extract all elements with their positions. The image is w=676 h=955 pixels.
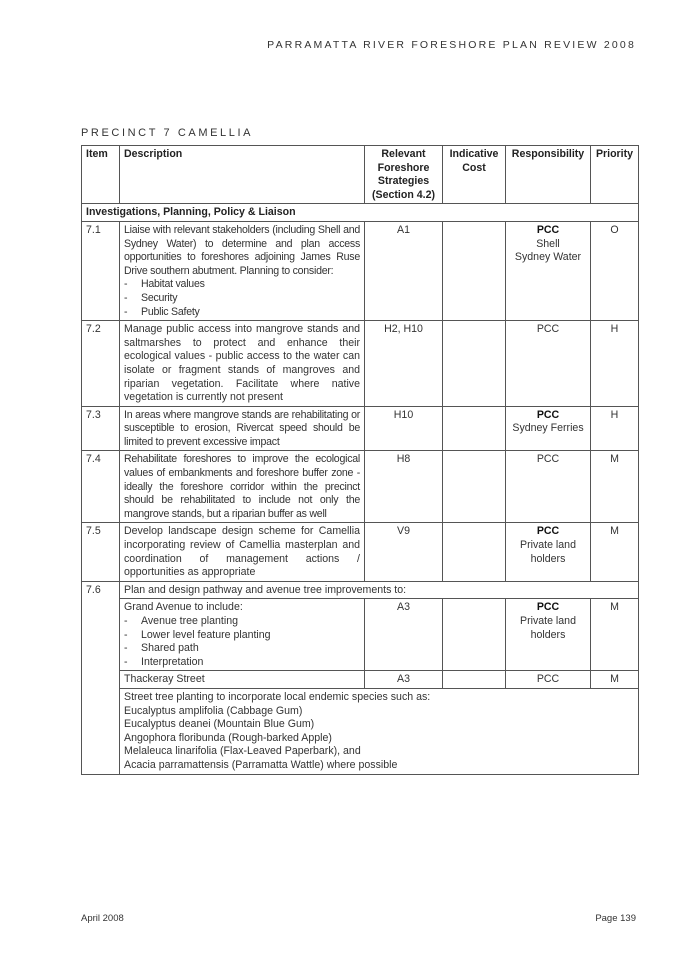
improvement-list (124, 615, 360, 669)
responsibility-partner: Shell (536, 237, 560, 250)
column-header-description: Description (120, 146, 365, 204)
table-subrow (82, 599, 639, 671)
group-heading-row (82, 204, 639, 222)
description-text: Liaise with relevant stakeholders (including Shell and Sydney Water) to determine and plan access opportunities to foreshores adjoining James Ruse Drive southern abutment. Planning to consider: (124, 223, 360, 277)
priority-cell: O (591, 221, 639, 320)
description-text: Grand Avenue to include: (124, 601, 243, 614)
description-cell: Plan and design pathway and avenue tree improvements to: (120, 581, 639, 599)
list-item: - Shared path (124, 642, 360, 656)
responsibility-cell: PCC (506, 321, 591, 407)
running-header: PARRAMATTA RIVER FORESHORE PLAN REVIEW 2008 (267, 39, 636, 51)
responsibility-partner: Private land (520, 539, 576, 552)
list-item: - Lower level feature planting (124, 629, 360, 643)
note-line: Angophora floribunda (Rough-barked Apple) (124, 731, 332, 744)
section-title: PRECINCT 7 CAMELLIA (81, 127, 254, 139)
responsibility-lead: PCC (536, 223, 560, 236)
responsibility-cell (506, 406, 591, 451)
cost-cell (443, 221, 506, 320)
cost-cell (443, 451, 506, 523)
item-number: 7.6 (82, 581, 120, 774)
description-cell: Rehabilitate foreshores to improve the ecological values of embankments and foreshore buffer zone - ideally the foreshore corridor within the precinct should be rehabilitated to include not only the mangrove stands, but a riparian buffer as well (120, 451, 365, 523)
group-heading: Investigations, Planning, Policy & Liaison (82, 204, 639, 222)
priority-cell: H (591, 406, 639, 451)
responsibility-cell (506, 523, 591, 581)
strategies-cell: A3 (365, 599, 443, 671)
priority-cell: M (591, 451, 639, 523)
column-header-item: Item (82, 146, 120, 204)
responsibility-cell (506, 599, 591, 671)
strategies-cell: H10 (365, 406, 443, 451)
description-cell (120, 599, 365, 671)
priority-cell: H (591, 321, 639, 407)
item-number: 7.1 (82, 221, 120, 320)
list-item: - Public Safety (124, 306, 360, 320)
description-cell: Thackeray Street (120, 671, 365, 689)
list-item: - Interpretation (124, 656, 360, 670)
responsibility-partner: holders (530, 628, 566, 641)
strategies-cell: H8 (365, 451, 443, 523)
description-cell: Manage public access into mangrove stands and saltmarshes to protect and enhance their ecological values - public access to the water can isolate or fragment stands of mangroves and riparian vegetation. Facilitate where native vegetation is currently not present (120, 321, 365, 407)
item-number: 7.3 (82, 406, 120, 451)
table-subrow (82, 688, 639, 774)
cost-cell (443, 599, 506, 671)
responsibility-lead: PCC (536, 601, 560, 614)
responsibility-partner: holders (530, 552, 566, 565)
column-header-cost: Indicative Cost (443, 146, 506, 204)
table-subrow (82, 671, 639, 689)
action-table (81, 145, 639, 775)
note-line: Eucalyptus deanei (Mountain Blue Gum) (124, 718, 315, 731)
description-cell: In areas where mangrove stands are rehabilitating or susceptible to erosion, Rivercat speed should be limited to prevent excessive impact (120, 406, 365, 451)
note-line: Street tree planting to incorporate local endemic species such as: (124, 690, 431, 703)
priority-cell: M (591, 671, 639, 689)
responsibility-partner: Sydney Ferries (512, 422, 584, 435)
priority-cell: M (591, 523, 639, 581)
table-row (82, 321, 639, 407)
species-note (120, 688, 639, 774)
table-row (82, 523, 639, 581)
strategies-cell: V9 (365, 523, 443, 581)
list-item: - Habitat values (124, 278, 360, 292)
note-line: Melaleuca linarifolia (Flax-Leaved Paperbark), and (124, 745, 361, 758)
item-number: 7.4 (82, 451, 120, 523)
responsibility-lead: PCC (536, 408, 560, 421)
strategies-cell: H2, H10 (365, 321, 443, 407)
description-cell: Develop landscape design scheme for Camellia incorporating review of Camellia masterplan and coordination of management actions / opportunities as appropriate (120, 523, 365, 581)
item-number: 7.2 (82, 321, 120, 407)
table-row (82, 581, 639, 599)
responsibility-partner: Private land (520, 615, 576, 627)
responsibility-lead: PCC (536, 525, 560, 538)
cost-cell (443, 671, 506, 689)
table-row (82, 221, 639, 320)
column-header-responsibility: Responsibility (506, 146, 591, 204)
priority-cell: M (591, 599, 639, 671)
responsibility-cell (506, 221, 591, 320)
responsibility-cell: PCC (506, 451, 591, 523)
list-item: - Avenue tree planting (124, 615, 360, 629)
responsibility-cell: PCC (506, 671, 591, 689)
column-header-priority: Priority (591, 146, 639, 204)
strategies-cell: A1 (365, 221, 443, 320)
description-cell (120, 221, 365, 320)
page-number: Page 139 (595, 913, 636, 924)
note-line: Eucalyptus amplifolia (Cabbage Gum) (124, 704, 303, 717)
strategies-cell: A3 (365, 671, 443, 689)
item-number: 7.5 (82, 523, 120, 581)
note-line: Acacia parramattensis (Parramatta Wattle) where possible (124, 758, 398, 771)
consideration-list (124, 278, 360, 319)
cost-cell (443, 321, 506, 407)
table-header-row (82, 146, 639, 204)
footer-date: April 2008 (81, 913, 124, 924)
column-header-strategies: Relevant Foreshore Strategies (Section 4.2) (365, 146, 443, 204)
cost-cell (443, 406, 506, 451)
table-row (82, 451, 639, 523)
list-item: - Security (124, 292, 360, 306)
cost-cell (443, 523, 506, 581)
responsibility-partner: Sydney Water (514, 251, 582, 264)
table-row (82, 406, 639, 451)
